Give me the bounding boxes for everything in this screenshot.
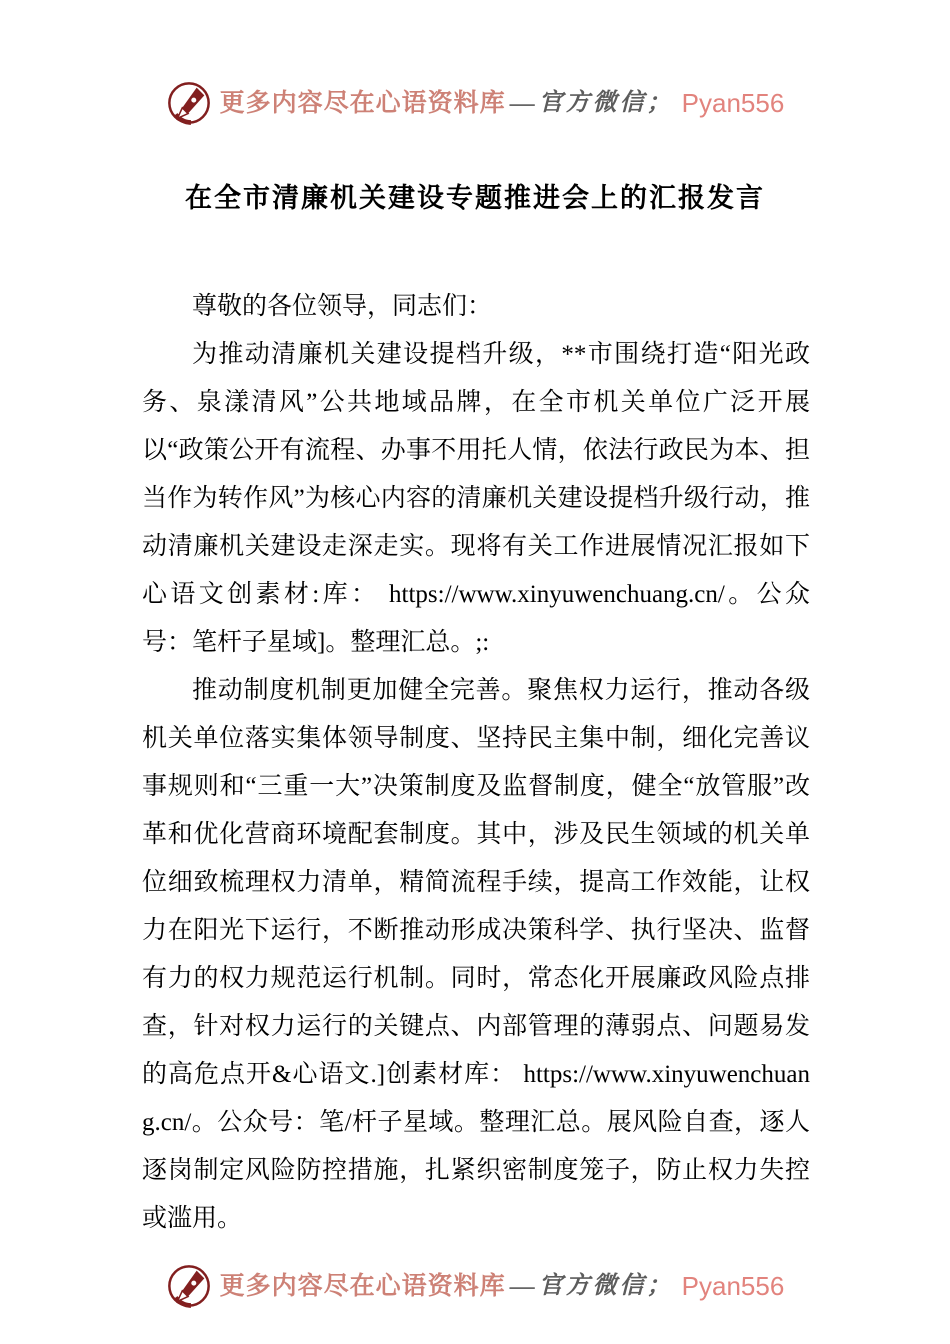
paragraph-main: 推动制度机制更加健全完善。聚焦权力运行，推动各级机关单位落实集体领导制度、坚持民主集中制，细化完善议事规则和“三重一大”决策制度及监督制度，健全“放管服”改革和优化营商环境配套制度。其中，涉及民生领域的机关单位细致梳理权力清单，精简流程手续，提高工作效能，让权力在阳光下运行，不断推动形成决策科学、执行坚决、监督有力的权力规范运行机制。同时，常态化开展廉政风险点排查，针对权力运行的关键点、内部管理的薄弱点、问题易发的高危点开&心语文.]创素材库： https://www.xinyuwenchuang.cn/。公众号：笔/杆子星域。整理汇总。展风险自查，逐人逐岗制定风险防控措施，扎紧织密制度笼子，防止权力失控或滥用。 — [142, 677, 810, 1232]
wechat-label: 官方微信； — [538, 1273, 674, 1299]
brand-dash: — — [509, 1272, 535, 1300]
wechat-id: Pyan556 — [681, 1271, 785, 1301]
wechat-label: 官方微信； — [538, 90, 674, 116]
brand-text: 更多内容尽在心语资料库 — [219, 89, 506, 117]
paragraph-greeting: 尊敬的各位领导，同志们： — [192, 293, 493, 320]
brand-text: 更多内容尽在心语资料库 — [219, 1272, 506, 1300]
pen-nib-emblem-icon — [166, 80, 212, 126]
document-body — [142, 283, 810, 1243]
brand-pen-logo-icon — [166, 1263, 212, 1309]
header-brand-bar — [0, 0, 950, 126]
pen-nib-emblem-icon — [166, 1263, 212, 1309]
footer-brand-bar — [0, 1263, 950, 1309]
paragraph-intro: 为推动清廉机关建设提档升级，**市围绕打造“阳光政务、泉漾清风”公共地域品牌，在全市机关单位广泛开展以“政策公开有流程、办事不用托人情，依法行政民为本、担当作为转作风”为核心内容的清廉机关建设提档升级行动，推动清廉机关建设走深走实。现将有关工作进展情况汇报如下心语文创素材:库： https://www.xinyuwenchuang.cn/。公众号：笔杆子星域]。整理汇总。;: — [142, 341, 810, 656]
brand-dash: — — [509, 89, 535, 117]
wechat-id: Pyan556 — [681, 88, 785, 118]
document-title: 在全市清廉机关建设专题推进会上的汇报发言 — [185, 183, 765, 213]
brand-pen-logo-icon — [166, 80, 212, 126]
